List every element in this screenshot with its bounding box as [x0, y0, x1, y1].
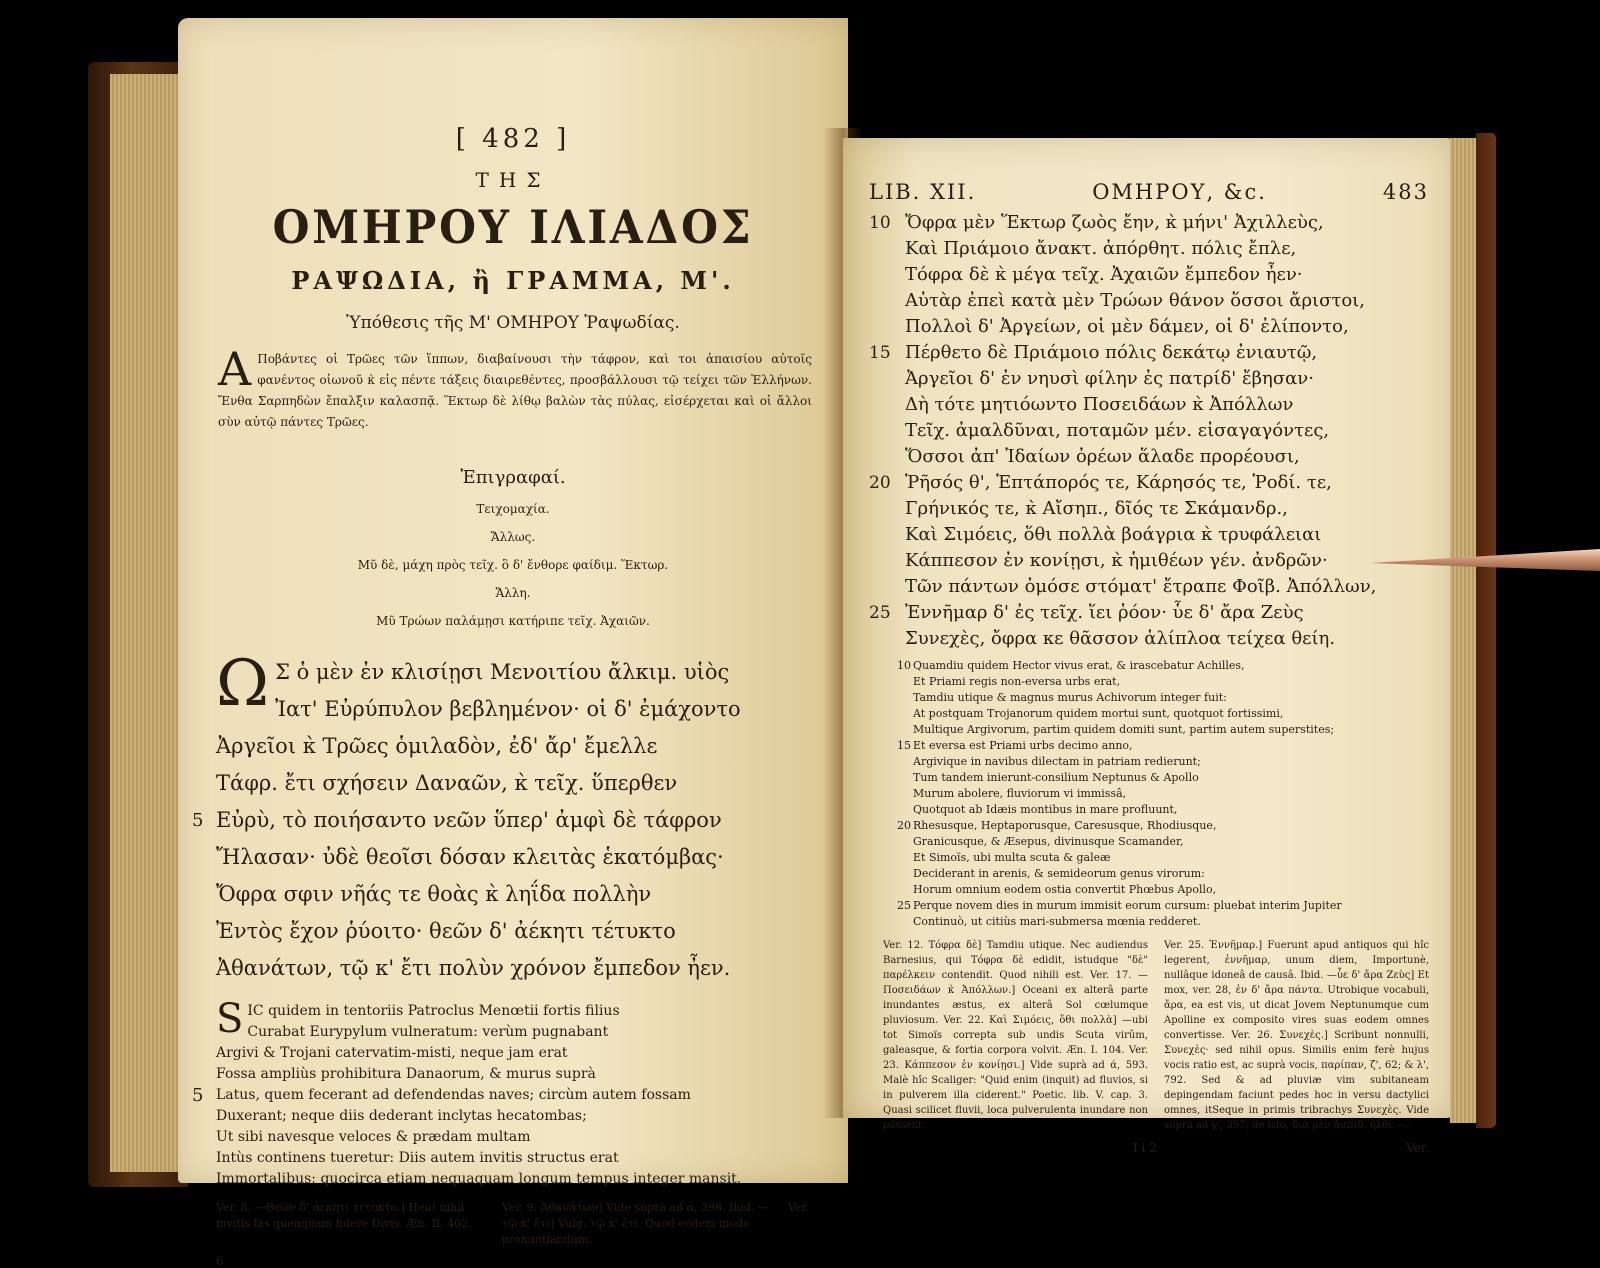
book-title: ΟΜΗΡΟΥ ΙΛΙΑΔΟΣ	[272, 200, 754, 254]
verse-text: Tum tandem inierunt-consilium Neptunus & Apollo	[913, 771, 1199, 784]
verse-text: Ἀθανάτων, τῷ κ' ἔτι πολὺν χρόνον ἔμπεδον ἦεν.	[216, 956, 731, 980]
verse-text: Ἰατ' Εὐρύπυλον βεβλημένον· οἱ δ' ἐμάχοντο	[275, 697, 741, 721]
verse-text: Et Simoïs, ubi multa scuta & galeæ	[913, 851, 1111, 864]
verse-text: Ut sibi navesque veloces & prædam multam	[216, 1129, 531, 1145]
verse-line	[216, 691, 818, 728]
verse-line	[216, 1001, 818, 1022]
verse-line	[216, 1169, 818, 1190]
running-head-book: LIB. XII.	[869, 180, 977, 204]
verse-line	[192, 802, 818, 839]
footnote-column: Ver. 12. Τόφρα δὲ] Tamdiu utique. Nec audiendus Barnesius, qui Τόφρα δὲ edidit, istudque "δὲ" παρέλκειν contendit. Quod nihili est. Ver. 17. —Ποσειδάων κ̀ Ἀπόλλων.] Oceani ex alterâ parte inundantes æstus, ex alterâ Sol cœlumque pluviosum. Ver. 22. Καὶ Σιμόεις, ὅθι πολλὰ] —ubi tot Simoïs correpta sub undis Scuta virûm, galeasque, & fortia corpora volvit. Æn. I. 104. Ver. 23. Κάππεσον ἐν κονίῃσι.] Vide suprà ad ά, 593. Malè hîc Scaliger: "Quid enim (inquit) ad fluvios, si in pulverem illa ciderent." Poetic. lib. V. cap. 3. Quasi scilicet fluvii, loca pulverulenta inundare non possent.	[883, 940, 1148, 1131]
verse-text: Γρήνικός τε, κ̀ Αἴσηπ., δῖός τε Σκάμανδρ.,	[905, 498, 1288, 519]
verse-line	[897, 818, 1429, 834]
verse-line	[905, 626, 1429, 652]
verse-text: Ἐντὸς ἔχον ῥύοιτο· θεῶν δ' ἀέκητι τέτυκτο	[216, 919, 676, 943]
page-number-right: 483	[1382, 180, 1429, 204]
verse-text: At postquam Trojanorum quidem mortui sunt, quotquot fortissimi,	[913, 707, 1284, 720]
latin-verse-right	[897, 658, 1429, 930]
verse-text: Δὴ τότε μητιόωντο Ποσειδάων κ̀ Ἀπόλλων	[905, 394, 1294, 415]
catchword-left: Ver.	[788, 1201, 809, 1214]
verse-line	[897, 738, 1429, 754]
verse-line	[913, 754, 1429, 770]
verse-line	[869, 600, 1429, 626]
book-subtitle: ΡΑΨΩΔΙΑ, ἢ ΓΡΑΜΜΑ, Μ'.	[291, 266, 735, 295]
verse-line	[913, 850, 1429, 866]
verse-text: Ὄφρα σφιν νῆάς τε θοὰς κ̀ ληΐδα πολλὴν	[216, 882, 652, 906]
verse-text: Τεῖχ. ἀμαλδῦναι, ποταμῶν μέν. εἰσαγαγόντες,	[905, 420, 1330, 441]
epigraph-2: Ἄλλως.	[490, 530, 536, 544]
verse-text: Deciderant in arenis, & semideorum genus virorum:	[913, 867, 1205, 880]
verse-line	[216, 1148, 818, 1169]
argument-text: Ποβάντες οἱ Τρῶες τῶν ἵππων, διαβαίνουσι τὴν τάφρον, καὶ τοι ἀπαισίου αὐτοῖς φανέντος οἰωνοῦ κ̀ εἰς πέντε τάξεις διαιρεθέντες, προσβάλλουσι τῷ τείχει τῶν Ἑλλήνων. Ἔνθα Σαρπηδὼν ἔπαλξιν καλασπᾷ. Ἕκτωρ δὲ λίθῳ βαλὼν τὰς πύλας, εἰσέρχεται καὶ οἱ ἄλλοι σὺν αὐτῷ πάντες Τρῶες.	[218, 352, 812, 429]
right-page	[843, 138, 1453, 1155]
verse-text: Ἀργεῖοι κ̀ Τρῶες ὁμιλαδὸν, ἐδ' ἄρ' ἔμελλε	[216, 734, 658, 758]
verse-text: Argivi & Trojani catervatim-misti, neque jam erat	[216, 1045, 568, 1061]
verse-text: Latus, quem fecerant ad defendendas naves; circùm autem fossam	[216, 1087, 691, 1103]
verse-line	[913, 834, 1429, 850]
verse-text: Granicusque, & Æsepus, divinusque Scamander,	[913, 835, 1184, 848]
verse-line	[216, 1106, 818, 1127]
verse-text: Horum omnium eodem ostia convertit Phœbus Apollo,	[913, 883, 1217, 896]
hypothesis-title: Ὑπόθεσις τῆς Μ' ΟΜΗΡΟΥ Ῥαψωδίας.	[346, 313, 680, 333]
verse-line	[913, 802, 1429, 818]
verse-line	[216, 1043, 818, 1064]
verse-text: Continuò, ut citiùs mari-submersa mœnia redderet.	[913, 915, 1201, 928]
verse-number: 5	[192, 1085, 204, 1106]
latin-verse-left	[192, 996, 818, 1190]
verse-text: Πέρθετο δὲ Πριάμοιο πόλις δεκάτῳ ἐνιαυτῷ,	[905, 342, 1318, 363]
signature-mark-left: 6	[216, 1254, 224, 1268]
verse-number: 20	[869, 473, 891, 493]
verse-text: IC quidem in tentoriis Patroclus Menœtii fortis filius	[247, 1003, 620, 1019]
verse-text: Καὶ Πριάμοιο ἄνακτ. ἀπόρθητ. πόλις ἔπλε,	[905, 238, 1297, 259]
verse-line	[913, 914, 1429, 930]
verse-line	[913, 866, 1429, 882]
verse-text: Πολλοὶ δ' Ἀργείων, οἱ μὲν δάμεν, οἱ δ' ἐλίποντο,	[905, 316, 1349, 337]
verse-number: 5	[192, 810, 204, 831]
verse-number: 15	[897, 739, 911, 752]
running-head-title: ΟΜΗΡΟΥ, &c.	[1092, 180, 1267, 204]
verse-line	[869, 470, 1429, 496]
epigraph-4: Ἄλλη.	[495, 586, 531, 600]
verse-line	[897, 898, 1429, 914]
verse-text: Ὄφρα μὲν Ἕκτωρ ζωὸς ἔην, κ̀ μήνι' Ἀχιλλεὺς,	[905, 212, 1324, 233]
verse-text: Τόφρα δὲ κ̀ μέγα τεῖχ. Ἀχαιῶν ἔμπεδον ἦεν·	[905, 264, 1303, 285]
verse-line	[216, 654, 818, 691]
verse-text: Ὅσσοι ἀπ' Ἰδαίων ὀρέων ἅλαδε προρέουσι,	[905, 446, 1300, 467]
verse-number: 25	[897, 899, 911, 912]
latin-drop-cap: S	[216, 996, 244, 1042]
verse-line	[216, 950, 818, 987]
verse-text: Συνεχὲς, ὄφρα κε θᾶσσον ἁλίπλοα τείχεα θείη.	[905, 628, 1336, 649]
verse-text: Τάφρ. ἔτι σχήσειν Δαναῶν, κ̀ τεῖχ. ὕπερθεν	[216, 771, 678, 795]
verse-line	[905, 392, 1429, 418]
footnote-column: Ver. 8. —Θεῶν δ' ἀέκητι τέτυκτο.] Heu! nihil invitis fas quenquam fidere Divis. Æn. II. 402.	[216, 1201, 472, 1230]
verse-number: 15	[869, 343, 891, 363]
verse-text: Murum abolere, fluviorum vi immissâ,	[913, 787, 1127, 800]
verse-text: Duxerant; neque diis dederant inclytas hecatombas;	[216, 1108, 587, 1124]
verse-text: Ἀργεῖοι δ' ἐν νηυσὶ φίλην ἐς πατρίδ' ἔβησαν·	[905, 368, 1314, 389]
verse-line	[216, 1022, 818, 1043]
verse-number: 10	[897, 659, 911, 672]
greek-verse-left	[192, 647, 818, 987]
running-head	[869, 180, 1429, 204]
verse-text: Κάππεσον ἐν κονίῃσι, κ̀ ἡμιθέων γέν. ἀνδρῶν·	[905, 550, 1328, 571]
title-article: ΤΗΣ	[475, 168, 551, 192]
verse-line	[869, 340, 1429, 366]
verse-text: Quamdiu quidem Hector vivus erat, & irascebatur Achilles,	[913, 659, 1245, 672]
verse-line	[869, 210, 1429, 236]
epigraph-1: Τειχομαχία.	[476, 502, 550, 516]
verse-text: Quotquot ab Idæis montibus in mare profluunt,	[913, 803, 1178, 816]
signature-mark-right: I i 2	[1133, 1141, 1157, 1155]
verse-line	[216, 1064, 818, 1085]
greek-verse-right	[869, 210, 1429, 652]
verse-line	[905, 366, 1429, 392]
verse-text: Ἤλασαν· ὐδὲ θεοῖσι δόσαν κλειτὰς ἑκατόμβας·	[216, 845, 724, 869]
argument-drop-cap: Α	[218, 342, 252, 396]
open-book	[88, 18, 1508, 1268]
verse-number: 10	[869, 213, 891, 233]
verse-line	[192, 1085, 818, 1106]
verse-line	[913, 690, 1429, 706]
epigraphai-heading: Ἐπιγραφαί.	[460, 467, 566, 488]
verse-text: Ἐννῆμαρ δ' ἐς τεῖχ. ἵει ῥόον· ὗε δ' ἄρα Ζεὺς	[905, 602, 1304, 623]
page-footer-right	[1133, 1141, 1429, 1155]
verse-number: 25	[869, 603, 891, 623]
footnotes-left	[216, 1200, 818, 1248]
verse-line	[905, 574, 1429, 600]
verse-line	[905, 496, 1429, 522]
verse-number: 20	[897, 819, 911, 832]
verse-line	[913, 786, 1429, 802]
verse-line	[913, 674, 1429, 690]
verse-text: Καὶ Σιμόεις, ὅθι πολλὰ βοάγρια κ̀ τρυφάλειαι	[905, 524, 1322, 545]
verse-line	[216, 765, 818, 802]
verse-line	[905, 288, 1429, 314]
verse-text: Perque novem dies in murum immisit eorum cursum: pluebat interim Jupiter	[913, 899, 1342, 912]
verse-line	[913, 706, 1429, 722]
greek-drop-cap: Ω	[216, 647, 270, 721]
verse-line	[216, 876, 818, 913]
verse-text: Τῶν πάντων ὁμόσε στόματ' ἔτραπε Φοῖβ. Ἀπόλλων,	[905, 576, 1377, 597]
verse-line	[913, 882, 1429, 898]
verse-line	[905, 522, 1429, 548]
verse-text: Et Priami regis non-eversa urbs erat,	[913, 675, 1121, 688]
verse-text: Curabat Eurypylum vulneratum: verùm pugnabant	[247, 1024, 609, 1040]
verse-line	[905, 262, 1429, 288]
pointer-stick-icon	[1370, 545, 1600, 575]
verse-line	[216, 728, 818, 765]
verse-text: Αὐτὰρ ἐπεὶ κατὰ μὲν Τρώων θάνον ὅσσοι ἄριστοι,	[905, 290, 1365, 311]
verse-line	[216, 839, 818, 876]
verse-text: Fossa ampliùs prohibitura Danaorum, & murus suprà	[216, 1066, 596, 1082]
verse-line	[905, 314, 1429, 340]
verse-line	[905, 236, 1429, 262]
verse-text: Multique Argivorum, partim quidem domiti sunt, partim autem superstites;	[913, 723, 1335, 736]
argument-paragraph	[218, 342, 812, 433]
footnotes-right	[883, 938, 1429, 1133]
verse-line	[216, 1127, 818, 1148]
catchword-right: Ver.	[1406, 1141, 1429, 1155]
verse-text: Intùs continens tueretur: Diis autem invitis structus erat	[216, 1150, 619, 1166]
epigraph-5: Μῦ Τρώων παλάμῃσι κατήριπε τεῖχ. Ἀχαιῶν.	[376, 614, 650, 628]
page-number-left: [ 482 ]	[455, 124, 571, 154]
verse-text: Εὐρὺ, τὸ ποιήσαντο νεῶν ὕπερ' ἀμφὶ δὲ τάφρον	[216, 808, 722, 832]
verse-line	[913, 770, 1429, 786]
verse-line	[913, 722, 1429, 738]
verse-text: Tamdiu utique & magnus murus Achivorum integer fuit:	[913, 691, 1227, 704]
left-page	[178, 18, 848, 1268]
verse-line	[905, 418, 1429, 444]
verse-text: Argivique in navibus dilectam in patriam redierunt;	[913, 755, 1201, 768]
verse-line	[905, 444, 1429, 470]
verse-text: Ῥῆσός θ', Ἑπτάπορός τε, Κάρησός τε, Ῥοδί. τε,	[905, 472, 1332, 493]
verse-text: Immortalibus; quocirca etiam nequaquam longum tempus integer mansit.	[216, 1171, 742, 1187]
right-cover	[1476, 133, 1496, 1128]
footnote-column: Ver. 25. Ἐννῆμαρ.] Fuerunt apud antiquos qui hîc legerent, ἐννῆμαρ, unum diem, Importunè, nullâque idoneâ de causâ. Ibid. —ὗε δ' ἄρα Ζεὺς] Et mox, ver. 28, ἐν δ' ἄρα πάντα. Utrobique vocabuli, ἄρα, ea est vis, ut dicat Jovem Neptunumque cum Apolline ex composito vires suas eodem omnes convertisse. Ver. 26. Συνεχὲς.] Scribunt nonnulli, Συνεχὲς· sed nihil opus. Similis enim ferè hujus vocis ratio est, ac suprà vocis, παρίπαν, ζ', 62; & λ', 792. Sed & ad pluviæ vim subitaneam depingendam faciunt pedes hoc in versu dactylici omnes, itSeque in primis tribrachys Συνεχὲς. Vide suprà ad γ', 357; de isto, διὰ μὲν ἀσπίδ. ἦλθε —.	[1164, 940, 1429, 1131]
epigraph-3: Μῦ δὲ, μάχη πρὸς τεῖχ. ὃ δ' ἔνθορε φαίδιμ. Ἕκτωρ.	[357, 558, 669, 572]
verse-text: Σ ὁ μὲν ἐν κλισίῃσι Μενοιτίου ἄλκιμ. υἱὸς	[275, 660, 730, 684]
verse-line	[897, 658, 1429, 674]
verse-text: Rhesusque, Heptaporusque, Caresusque, Rhodiusque,	[913, 819, 1217, 832]
footnote-column: Ver. 9. Ἀθανάτων] Vide suprà ad ά, 398. Ibid. —τῷ κ' ἔτι] Vulg. τῷ κ' ἔτι. Quod eodem modo pronuntiandum.	[502, 1201, 769, 1246]
verse-line	[216, 913, 818, 950]
verse-text: Et eversa est Priami urbs decimo anno,	[913, 739, 1133, 752]
verse-line	[905, 548, 1429, 574]
